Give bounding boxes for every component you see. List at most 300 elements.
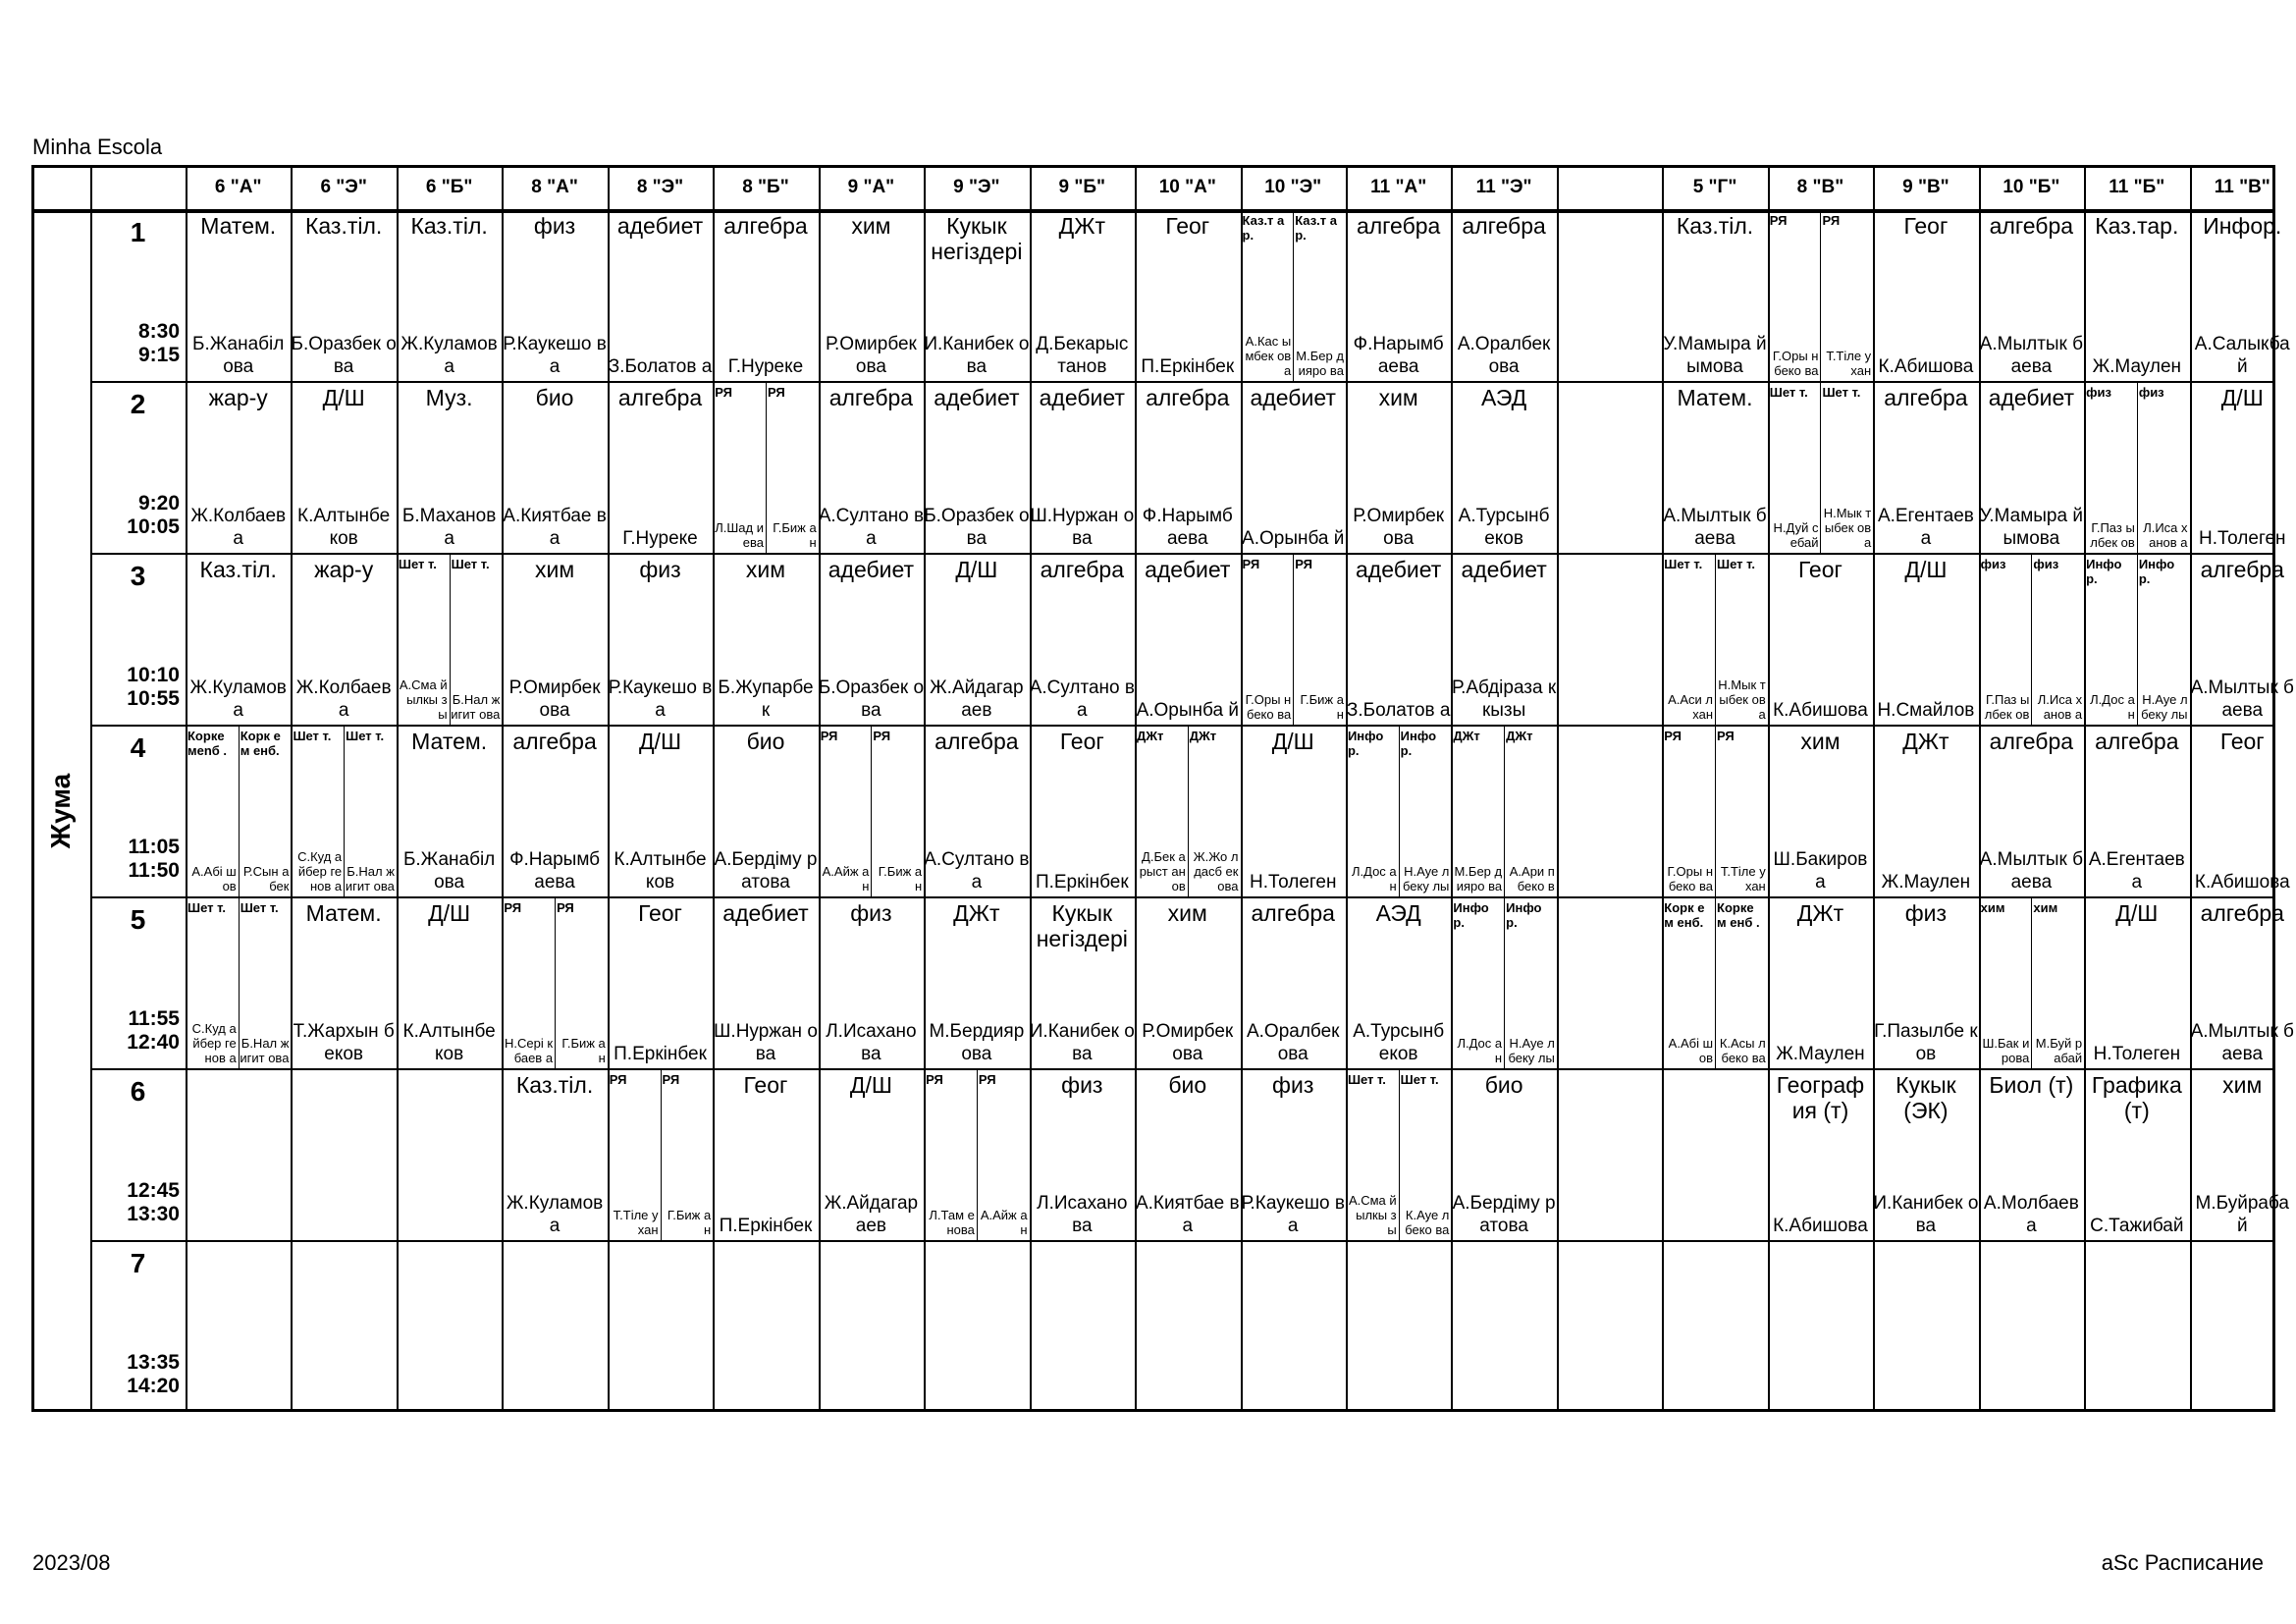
lesson-subject: Каз.тіл. bbox=[515, 1072, 594, 1098]
lesson-subject: Шет т. bbox=[1822, 385, 1861, 400]
lesson-cell[interactable] bbox=[1820, 381, 1873, 553]
lesson-teacher: Г.Биж ан bbox=[667, 1208, 712, 1237]
lesson-teacher: Ш.Нуржан ова bbox=[1030, 506, 1135, 549]
lesson-teacher: А.Айж ан bbox=[980, 1208, 1028, 1237]
lesson-cell[interactable] bbox=[397, 209, 502, 381]
lesson-subject: хим bbox=[745, 557, 786, 582]
lesson-subject: Каз.тіл. bbox=[1676, 213, 1754, 239]
lesson-cell[interactable] bbox=[502, 209, 607, 381]
lesson-cell[interactable] bbox=[2190, 209, 2295, 381]
lesson-teacher: Ж.Маулен bbox=[2092, 356, 2182, 377]
lesson-cell[interactable] bbox=[397, 553, 450, 725]
lesson-subject: алгебра bbox=[1251, 900, 1335, 926]
class-header: 8 "А" bbox=[531, 176, 578, 197]
lesson-cell[interactable] bbox=[1293, 209, 1346, 381]
lesson-cell[interactable] bbox=[713, 381, 766, 553]
lesson-subject: Д/Ш bbox=[322, 385, 365, 410]
lesson-subject: физ bbox=[2033, 557, 2059, 571]
lesson-cell[interactable] bbox=[1768, 381, 1821, 553]
lesson-subject: РЯ bbox=[1822, 213, 1841, 228]
lesson-cell[interactable] bbox=[1346, 896, 1451, 1068]
lesson-subject: РЯ bbox=[978, 1072, 996, 1087]
lesson-teacher: Ф.Нарымб аева bbox=[1353, 334, 1444, 377]
lesson-teacher: С.Тажибай bbox=[2090, 1216, 2184, 1236]
lesson-subject: адебиет bbox=[1461, 557, 1547, 582]
lesson-teacher: К.Абишова bbox=[1773, 700, 1868, 721]
lesson-subject: Шет т. bbox=[1769, 385, 1808, 400]
lesson-subject: Каз.т ар. bbox=[1242, 213, 1285, 243]
lesson-cell[interactable] bbox=[924, 381, 1029, 553]
lesson-teacher: Н.Мык тыбек ова bbox=[1823, 506, 1872, 550]
lesson-cell[interactable] bbox=[924, 209, 1029, 381]
lesson-subject: Шет т. bbox=[240, 900, 279, 915]
lesson-cell[interactable] bbox=[1135, 725, 1188, 896]
class-header: 11 "Б" bbox=[2109, 176, 2165, 197]
lesson-subject: алгебра bbox=[1146, 385, 1230, 410]
lesson-cell[interactable] bbox=[1768, 725, 1873, 896]
lesson-cell[interactable] bbox=[1873, 209, 1978, 381]
lesson-cell[interactable] bbox=[1873, 896, 1978, 1068]
lesson-subject: Д/Ш bbox=[1271, 729, 1314, 754]
lesson-teacher: Г.Биж ан bbox=[878, 864, 923, 893]
lesson-teacher: Г.Биж ан bbox=[773, 520, 817, 550]
lesson-subject: Шет т. bbox=[1664, 557, 1703, 571]
lesson-cell[interactable] bbox=[1135, 381, 1240, 553]
lesson-cell[interactable] bbox=[1188, 725, 1241, 896]
lesson-cell[interactable] bbox=[502, 553, 607, 725]
lesson-cell[interactable] bbox=[2084, 896, 2189, 1068]
lesson-teacher: А.Ари пбеко в bbox=[1509, 864, 1555, 893]
lesson-cell[interactable] bbox=[2190, 553, 2295, 725]
lesson-cell[interactable] bbox=[2084, 553, 2137, 725]
lesson-cell[interactable] bbox=[819, 553, 924, 725]
lesson-subject: Геог bbox=[1798, 557, 1842, 582]
lesson-teacher: Г.Паз ылбек ов bbox=[1984, 692, 2030, 722]
lesson-subject: Д/Ш bbox=[428, 900, 471, 926]
lesson-cell[interactable] bbox=[1768, 896, 1873, 1068]
lesson-teacher: Ш.Бак ирова bbox=[1982, 1036, 2030, 1065]
lesson-cell[interactable] bbox=[1293, 553, 1346, 725]
class-header: 10 "Б" bbox=[2002, 176, 2060, 197]
lesson-subject: Инфо р. bbox=[1506, 900, 1542, 930]
lesson-cell[interactable] bbox=[608, 1068, 661, 1240]
lesson-teacher: Р.Сын абек bbox=[242, 864, 290, 893]
lesson-cell[interactable] bbox=[1030, 381, 1135, 553]
lesson-teacher: А.Аси лхан bbox=[1668, 692, 1714, 722]
lesson-cell[interactable] bbox=[608, 725, 713, 896]
class-header: 8 "Б" bbox=[742, 176, 789, 197]
lesson-teacher: Д.Бек арыст анов bbox=[1139, 849, 1186, 893]
lesson-teacher: Н.Дуй себай bbox=[1773, 520, 1819, 550]
lesson-subject: Корк ем енб. bbox=[1664, 900, 1705, 930]
lesson-cell[interactable] bbox=[186, 553, 291, 725]
lesson-cell[interactable] bbox=[186, 896, 239, 1068]
lesson-subject: Каз.тар. bbox=[2095, 213, 2179, 239]
lesson-cell[interactable] bbox=[239, 896, 292, 1068]
lesson-subject: алгебра bbox=[2095, 729, 2179, 754]
lesson-teacher: З.Болатов а bbox=[608, 356, 713, 377]
lesson-subject: Шет т. bbox=[1400, 1072, 1439, 1087]
lesson-subject: хим bbox=[1167, 900, 1207, 926]
lesson-teacher: Ж.Колбаев а bbox=[295, 677, 392, 721]
period-number: 4 bbox=[130, 732, 146, 763]
lesson-cell[interactable] bbox=[924, 553, 1029, 725]
period-number: 1 bbox=[130, 217, 146, 247]
lesson-cell[interactable] bbox=[924, 725, 1029, 896]
lesson-cell[interactable] bbox=[608, 209, 713, 381]
lesson-cell[interactable] bbox=[1030, 725, 1135, 896]
lesson-subject: физ bbox=[1272, 1072, 1314, 1098]
lesson-cell[interactable] bbox=[2084, 725, 2189, 896]
lesson-cell[interactable] bbox=[1030, 209, 1135, 381]
lesson-cell[interactable] bbox=[1979, 209, 2084, 381]
lesson-teacher: А.Киятбае ва bbox=[503, 506, 607, 549]
lesson-cell[interactable] bbox=[291, 896, 396, 1068]
lesson-subject: Инфо р. bbox=[2138, 557, 2175, 586]
lesson-teacher: Б.Оразбек ова bbox=[818, 677, 925, 721]
lesson-subject: Корке мenб . bbox=[187, 729, 228, 758]
lesson-subject: РЯ bbox=[820, 729, 838, 743]
lesson-teacher: Н.Толеген bbox=[2199, 528, 2286, 549]
lesson-cell[interactable] bbox=[1979, 381, 2084, 553]
lesson-subject: адебиет bbox=[1039, 385, 1125, 410]
lesson-teacher: Б.Жанабіл ова bbox=[192, 334, 285, 377]
lesson-teacher: Л.Дос ан bbox=[1351, 864, 1397, 893]
lesson-cell[interactable] bbox=[1873, 553, 1978, 725]
lesson-cell[interactable] bbox=[291, 725, 344, 896]
lesson-subject: Каз.тіл. bbox=[410, 213, 488, 239]
lesson-teacher: Ж.Куламов а bbox=[189, 677, 287, 721]
lesson-cell[interactable] bbox=[502, 381, 607, 553]
lesson-cell[interactable] bbox=[1662, 896, 1715, 1068]
lesson-cell[interactable] bbox=[2190, 381, 2295, 553]
lesson-teacher: Л.Дос ан bbox=[1457, 1036, 1503, 1065]
period-end: 13:30 bbox=[127, 1203, 180, 1225]
lesson-teacher: Т.Тіле ухан bbox=[1826, 349, 1872, 378]
period-start: 12:45 bbox=[127, 1179, 180, 1202]
lesson-subject: адебиет bbox=[934, 385, 1020, 410]
lesson-teacher: Р.Каукешо ва bbox=[608, 677, 713, 721]
lesson-cell[interactable] bbox=[1241, 1068, 1346, 1240]
lesson-cell[interactable] bbox=[713, 1068, 818, 1240]
lesson-subject: адебиет bbox=[1988, 385, 2075, 410]
class-header: 10 "Э" bbox=[1264, 176, 1322, 197]
lesson-cell[interactable] bbox=[291, 553, 396, 725]
period-start: 11:05 bbox=[128, 836, 180, 858]
lesson-subject: адебиет bbox=[1355, 557, 1442, 582]
lesson-teacher: Ж.Колбаев а bbox=[190, 506, 287, 549]
lesson-cell[interactable] bbox=[2084, 209, 2189, 381]
lesson-cell[interactable] bbox=[1346, 725, 1399, 896]
lesson-teacher: А.Орынба й bbox=[1136, 700, 1239, 721]
lesson-cell[interactable] bbox=[1979, 1068, 2084, 1240]
lesson-cell[interactable] bbox=[819, 1068, 924, 1240]
lesson-cell[interactable] bbox=[1979, 896, 2032, 1068]
lesson-cell[interactable] bbox=[871, 725, 924, 896]
lesson-subject: адебиет bbox=[722, 900, 809, 926]
lesson-cell[interactable] bbox=[819, 381, 924, 553]
lesson-cell[interactable] bbox=[291, 381, 396, 553]
lesson-cell[interactable] bbox=[1135, 209, 1240, 381]
lesson-cell[interactable] bbox=[1504, 725, 1557, 896]
column-divider bbox=[1557, 165, 1559, 1412]
lesson-subject: физ bbox=[2138, 385, 2164, 400]
lesson-cell[interactable] bbox=[924, 1068, 977, 1240]
class-header: 5 "Г" bbox=[1692, 176, 1737, 197]
lesson-teacher: Б.Оразбек ова bbox=[291, 334, 397, 377]
lesson-teacher: К.Абишова bbox=[2194, 872, 2290, 893]
lesson-teacher: Р.Омирбек ова bbox=[825, 334, 917, 377]
lesson-teacher: Б.Оразбек ова bbox=[924, 506, 1030, 549]
lesson-subject: ДЖт bbox=[1058, 213, 1105, 239]
lesson-subject: ДЖт bbox=[1453, 729, 1480, 743]
day-label: Жума bbox=[45, 773, 76, 848]
lesson-cell[interactable] bbox=[1135, 553, 1240, 725]
lesson-cell[interactable] bbox=[1135, 1068, 1240, 1240]
lesson-cell[interactable] bbox=[1715, 725, 1768, 896]
lesson-cell[interactable] bbox=[397, 381, 502, 553]
lesson-cell[interactable] bbox=[2084, 1068, 2189, 1240]
lesson-subject: алгебра bbox=[1040, 557, 1124, 582]
lesson-subject: Матем. bbox=[1677, 385, 1753, 410]
lesson-cell[interactable] bbox=[766, 381, 819, 553]
period-end: 10:05 bbox=[127, 515, 180, 538]
lesson-cell[interactable] bbox=[186, 725, 239, 896]
row-divider bbox=[90, 1240, 2275, 1242]
lesson-cell[interactable] bbox=[924, 896, 1029, 1068]
lesson-subject: РЯ bbox=[557, 900, 574, 915]
lesson-cell[interactable] bbox=[397, 896, 502, 1068]
lesson-subject: жар-у bbox=[208, 385, 268, 410]
lesson-teacher: А.Сма йылкы зы bbox=[1348, 1193, 1397, 1237]
lesson-teacher: Н.Толеген bbox=[2093, 1044, 2181, 1064]
lesson-cell[interactable] bbox=[2137, 381, 2190, 553]
lesson-cell[interactable] bbox=[1873, 381, 1978, 553]
class-header: 8 "Э" bbox=[636, 176, 684, 197]
lesson-teacher: А.Кас ымбек ова bbox=[1245, 334, 1292, 378]
lesson-cell[interactable] bbox=[819, 725, 872, 896]
lesson-teacher: А.Сма йылкы зы bbox=[399, 677, 448, 722]
lesson-subject: ДЖт bbox=[1137, 729, 1164, 743]
lesson-teacher: Н.Смайлов bbox=[1877, 700, 1975, 721]
period-end: 10:55 bbox=[127, 687, 180, 710]
lesson-cell[interactable] bbox=[2031, 896, 2084, 1068]
lesson-cell[interactable] bbox=[1241, 896, 1346, 1068]
lesson-cell[interactable] bbox=[713, 725, 818, 896]
lesson-teacher: А.Султано ва bbox=[818, 506, 925, 549]
class-header: 9 "Э" bbox=[953, 176, 1000, 197]
lesson-cell[interactable] bbox=[1451, 209, 1556, 381]
lesson-teacher: К.Ауе лбеко ва bbox=[1405, 1208, 1450, 1237]
lesson-subject: физ bbox=[1904, 900, 1948, 926]
lesson-cell[interactable] bbox=[186, 381, 291, 553]
lesson-cell[interactable] bbox=[1504, 896, 1557, 1068]
lesson-cell[interactable] bbox=[2137, 553, 2190, 725]
lesson-subject: РЯ bbox=[873, 729, 891, 743]
lesson-teacher: А.Бердіму ратова bbox=[1452, 1193, 1556, 1236]
lesson-subject: алгебра bbox=[512, 729, 597, 754]
lesson-cell[interactable] bbox=[1768, 1068, 1873, 1240]
period-number: 2 bbox=[130, 389, 146, 419]
lesson-cell[interactable] bbox=[1451, 1068, 1556, 1240]
lesson-cell[interactable] bbox=[1873, 1068, 1978, 1240]
lesson-cell[interactable] bbox=[2190, 1068, 2295, 1240]
lesson-subject: Шет т. bbox=[1347, 1072, 1386, 1087]
lesson-cell[interactable] bbox=[977, 1068, 1030, 1240]
lesson-subject: Геог bbox=[1059, 729, 1104, 754]
lesson-cell[interactable] bbox=[1241, 553, 1294, 725]
lesson-subject: хим bbox=[1800, 729, 1841, 754]
lesson-cell[interactable] bbox=[1820, 209, 1873, 381]
lesson-teacher: Ф.Нарымб аева bbox=[1142, 506, 1233, 549]
lesson-cell[interactable] bbox=[1241, 209, 1294, 381]
lesson-teacher: Б.Жупарбе к bbox=[718, 677, 814, 721]
lesson-subject: Д/Ш bbox=[1904, 557, 1948, 582]
lesson-cell[interactable] bbox=[239, 725, 292, 896]
lesson-teacher: К.Асы лбеко ва bbox=[1719, 1036, 1766, 1065]
lesson-subject: Муз. bbox=[425, 385, 473, 410]
lesson-cell[interactable] bbox=[661, 1068, 714, 1240]
lesson-cell[interactable] bbox=[1451, 725, 1504, 896]
lesson-cell[interactable] bbox=[713, 896, 818, 1068]
lesson-subject: хим bbox=[1980, 900, 2005, 915]
lesson-teacher: Б.Жанабіл ова bbox=[402, 849, 496, 893]
lesson-cell[interactable] bbox=[1241, 725, 1346, 896]
lesson-cell[interactable] bbox=[2190, 725, 2295, 896]
lesson-cell[interactable] bbox=[1346, 1068, 1399, 1240]
lesson-subject: Геог bbox=[2219, 729, 2265, 754]
lesson-subject: РЯ bbox=[504, 900, 522, 915]
lesson-teacher: К.Алтынбе ков bbox=[297, 506, 391, 549]
lesson-subject: био bbox=[1484, 1072, 1523, 1098]
lesson-cell[interactable] bbox=[1135, 896, 1240, 1068]
lesson-cell[interactable] bbox=[1399, 725, 1452, 896]
lesson-cell[interactable] bbox=[1873, 725, 1978, 896]
lesson-subject: алгебра bbox=[934, 729, 1019, 754]
lesson-cell[interactable] bbox=[1768, 553, 1873, 725]
period-end: 11:50 bbox=[128, 859, 180, 882]
lesson-cell[interactable] bbox=[1346, 381, 1451, 553]
lesson-cell[interactable] bbox=[1399, 1068, 1452, 1240]
lesson-teacher: Л.Иса ханов а bbox=[2037, 692, 2083, 722]
lesson-cell[interactable] bbox=[1346, 553, 1451, 725]
lesson-subject: Инфо р. bbox=[1347, 729, 1384, 758]
lesson-subject: алгебра bbox=[1989, 213, 2074, 239]
lesson-teacher: А.Салыкба й bbox=[2194, 334, 2290, 377]
lesson-teacher: А.Турсынб еков bbox=[1458, 506, 1550, 549]
lesson-cell[interactable] bbox=[502, 1068, 607, 1240]
lesson-cell[interactable] bbox=[1030, 1068, 1135, 1240]
lesson-teacher: И.Канибек ова bbox=[1873, 1193, 1979, 1236]
lesson-cell[interactable] bbox=[502, 896, 555, 1068]
lesson-teacher: Ж.Жо лдасб екова bbox=[1193, 849, 1239, 893]
lesson-cell[interactable] bbox=[502, 725, 607, 896]
lesson-subject: РЯ bbox=[1242, 557, 1260, 571]
lesson-teacher: А.Бердіму ратова bbox=[714, 849, 818, 893]
lesson-teacher: Ш.Бакиров а bbox=[1773, 849, 1868, 893]
lesson-teacher: П.Еркінбек bbox=[719, 1216, 813, 1236]
lesson-subject: Д/Ш bbox=[2220, 385, 2264, 410]
lesson-cell[interactable] bbox=[555, 896, 608, 1068]
lesson-cell[interactable] bbox=[608, 553, 713, 725]
lesson-teacher: Г.Оры нбеко ва bbox=[1772, 349, 1819, 378]
lesson-cell[interactable] bbox=[1030, 896, 1135, 1068]
lesson-subject: АЭД bbox=[1481, 385, 1527, 410]
lesson-cell[interactable] bbox=[1715, 896, 1768, 1068]
lesson-cell[interactable] bbox=[608, 381, 713, 553]
period-end: 9:15 bbox=[137, 344, 180, 366]
lesson-cell[interactable] bbox=[1346, 209, 1451, 381]
lesson-teacher: А.Егентаев а bbox=[2088, 849, 2185, 893]
lesson-cell[interactable] bbox=[1768, 209, 1821, 381]
lesson-subject: био bbox=[1168, 1072, 1207, 1098]
lesson-cell[interactable] bbox=[344, 725, 397, 896]
lesson-cell[interactable] bbox=[1030, 553, 1135, 725]
lesson-subject: физ bbox=[1980, 557, 2006, 571]
lesson-cell[interactable] bbox=[713, 209, 818, 381]
lesson-cell[interactable] bbox=[819, 896, 924, 1068]
lesson-teacher: А.Мылтык баева bbox=[1663, 506, 1767, 549]
lesson-subject: хим bbox=[2033, 900, 2058, 915]
lesson-cell[interactable] bbox=[1451, 896, 1504, 1068]
class-header: 9 "В" bbox=[1902, 176, 1949, 197]
lesson-teacher: Л.Исахано ва bbox=[826, 1021, 917, 1064]
lesson-cell[interactable] bbox=[2031, 553, 2084, 725]
lesson-cell[interactable] bbox=[1979, 553, 2032, 725]
lesson-subject: Инфо р. bbox=[1453, 900, 1489, 930]
lesson-teacher: Н.Толеген bbox=[1249, 872, 1337, 893]
lesson-cell[interactable] bbox=[1662, 381, 1767, 553]
lesson-cell[interactable] bbox=[397, 725, 502, 896]
lesson-subject: Д/Ш bbox=[2115, 900, 2159, 926]
period-time bbox=[90, 320, 180, 367]
lesson-cell[interactable] bbox=[1979, 725, 2084, 896]
period-time bbox=[90, 1351, 180, 1398]
lesson-subject: адебиет bbox=[1145, 557, 1231, 582]
lesson-cell[interactable] bbox=[1715, 553, 1768, 725]
lesson-cell[interactable] bbox=[608, 896, 713, 1068]
lesson-cell[interactable] bbox=[186, 209, 291, 381]
lesson-cell[interactable] bbox=[713, 553, 818, 725]
period-end: 12:40 bbox=[127, 1031, 180, 1054]
timetable-grid bbox=[31, 165, 2294, 1412]
lesson-teacher: Г.Нуреке bbox=[727, 356, 804, 377]
period-time bbox=[90, 1007, 180, 1055]
lesson-cell[interactable] bbox=[450, 553, 503, 725]
lesson-cell[interactable] bbox=[1662, 725, 1715, 896]
lesson-cell[interactable] bbox=[819, 209, 924, 381]
lesson-teacher: А.Мылтык баева bbox=[2190, 1021, 2294, 1064]
lesson-subject: Геог bbox=[1165, 213, 1210, 239]
lesson-cell[interactable] bbox=[1451, 381, 1556, 553]
lesson-teacher: Р.Каукешо ва bbox=[1241, 1193, 1345, 1236]
lesson-cell[interactable] bbox=[2084, 381, 2137, 553]
lesson-subject: алгебра bbox=[2200, 557, 2284, 582]
lesson-cell[interactable] bbox=[1662, 209, 1767, 381]
lesson-cell[interactable] bbox=[2190, 896, 2295, 1068]
lesson-cell[interactable] bbox=[1451, 553, 1556, 725]
lesson-cell[interactable] bbox=[1241, 381, 1346, 553]
lesson-teacher: Н.Серi кбаев а bbox=[505, 1036, 554, 1065]
lesson-teacher: Р.Абдіраза ккызы bbox=[1452, 677, 1557, 721]
class-header: 11 "А" bbox=[1370, 176, 1427, 197]
lesson-subject: ДЖт bbox=[1902, 729, 1949, 754]
lesson-cell[interactable] bbox=[291, 209, 396, 381]
lesson-cell[interactable] bbox=[1662, 553, 1715, 725]
lesson-teacher: П.Еркінбек bbox=[1141, 356, 1235, 377]
lesson-teacher: М.Буй рабай bbox=[2035, 1036, 2083, 1065]
lesson-subject: РЯ bbox=[767, 385, 785, 400]
